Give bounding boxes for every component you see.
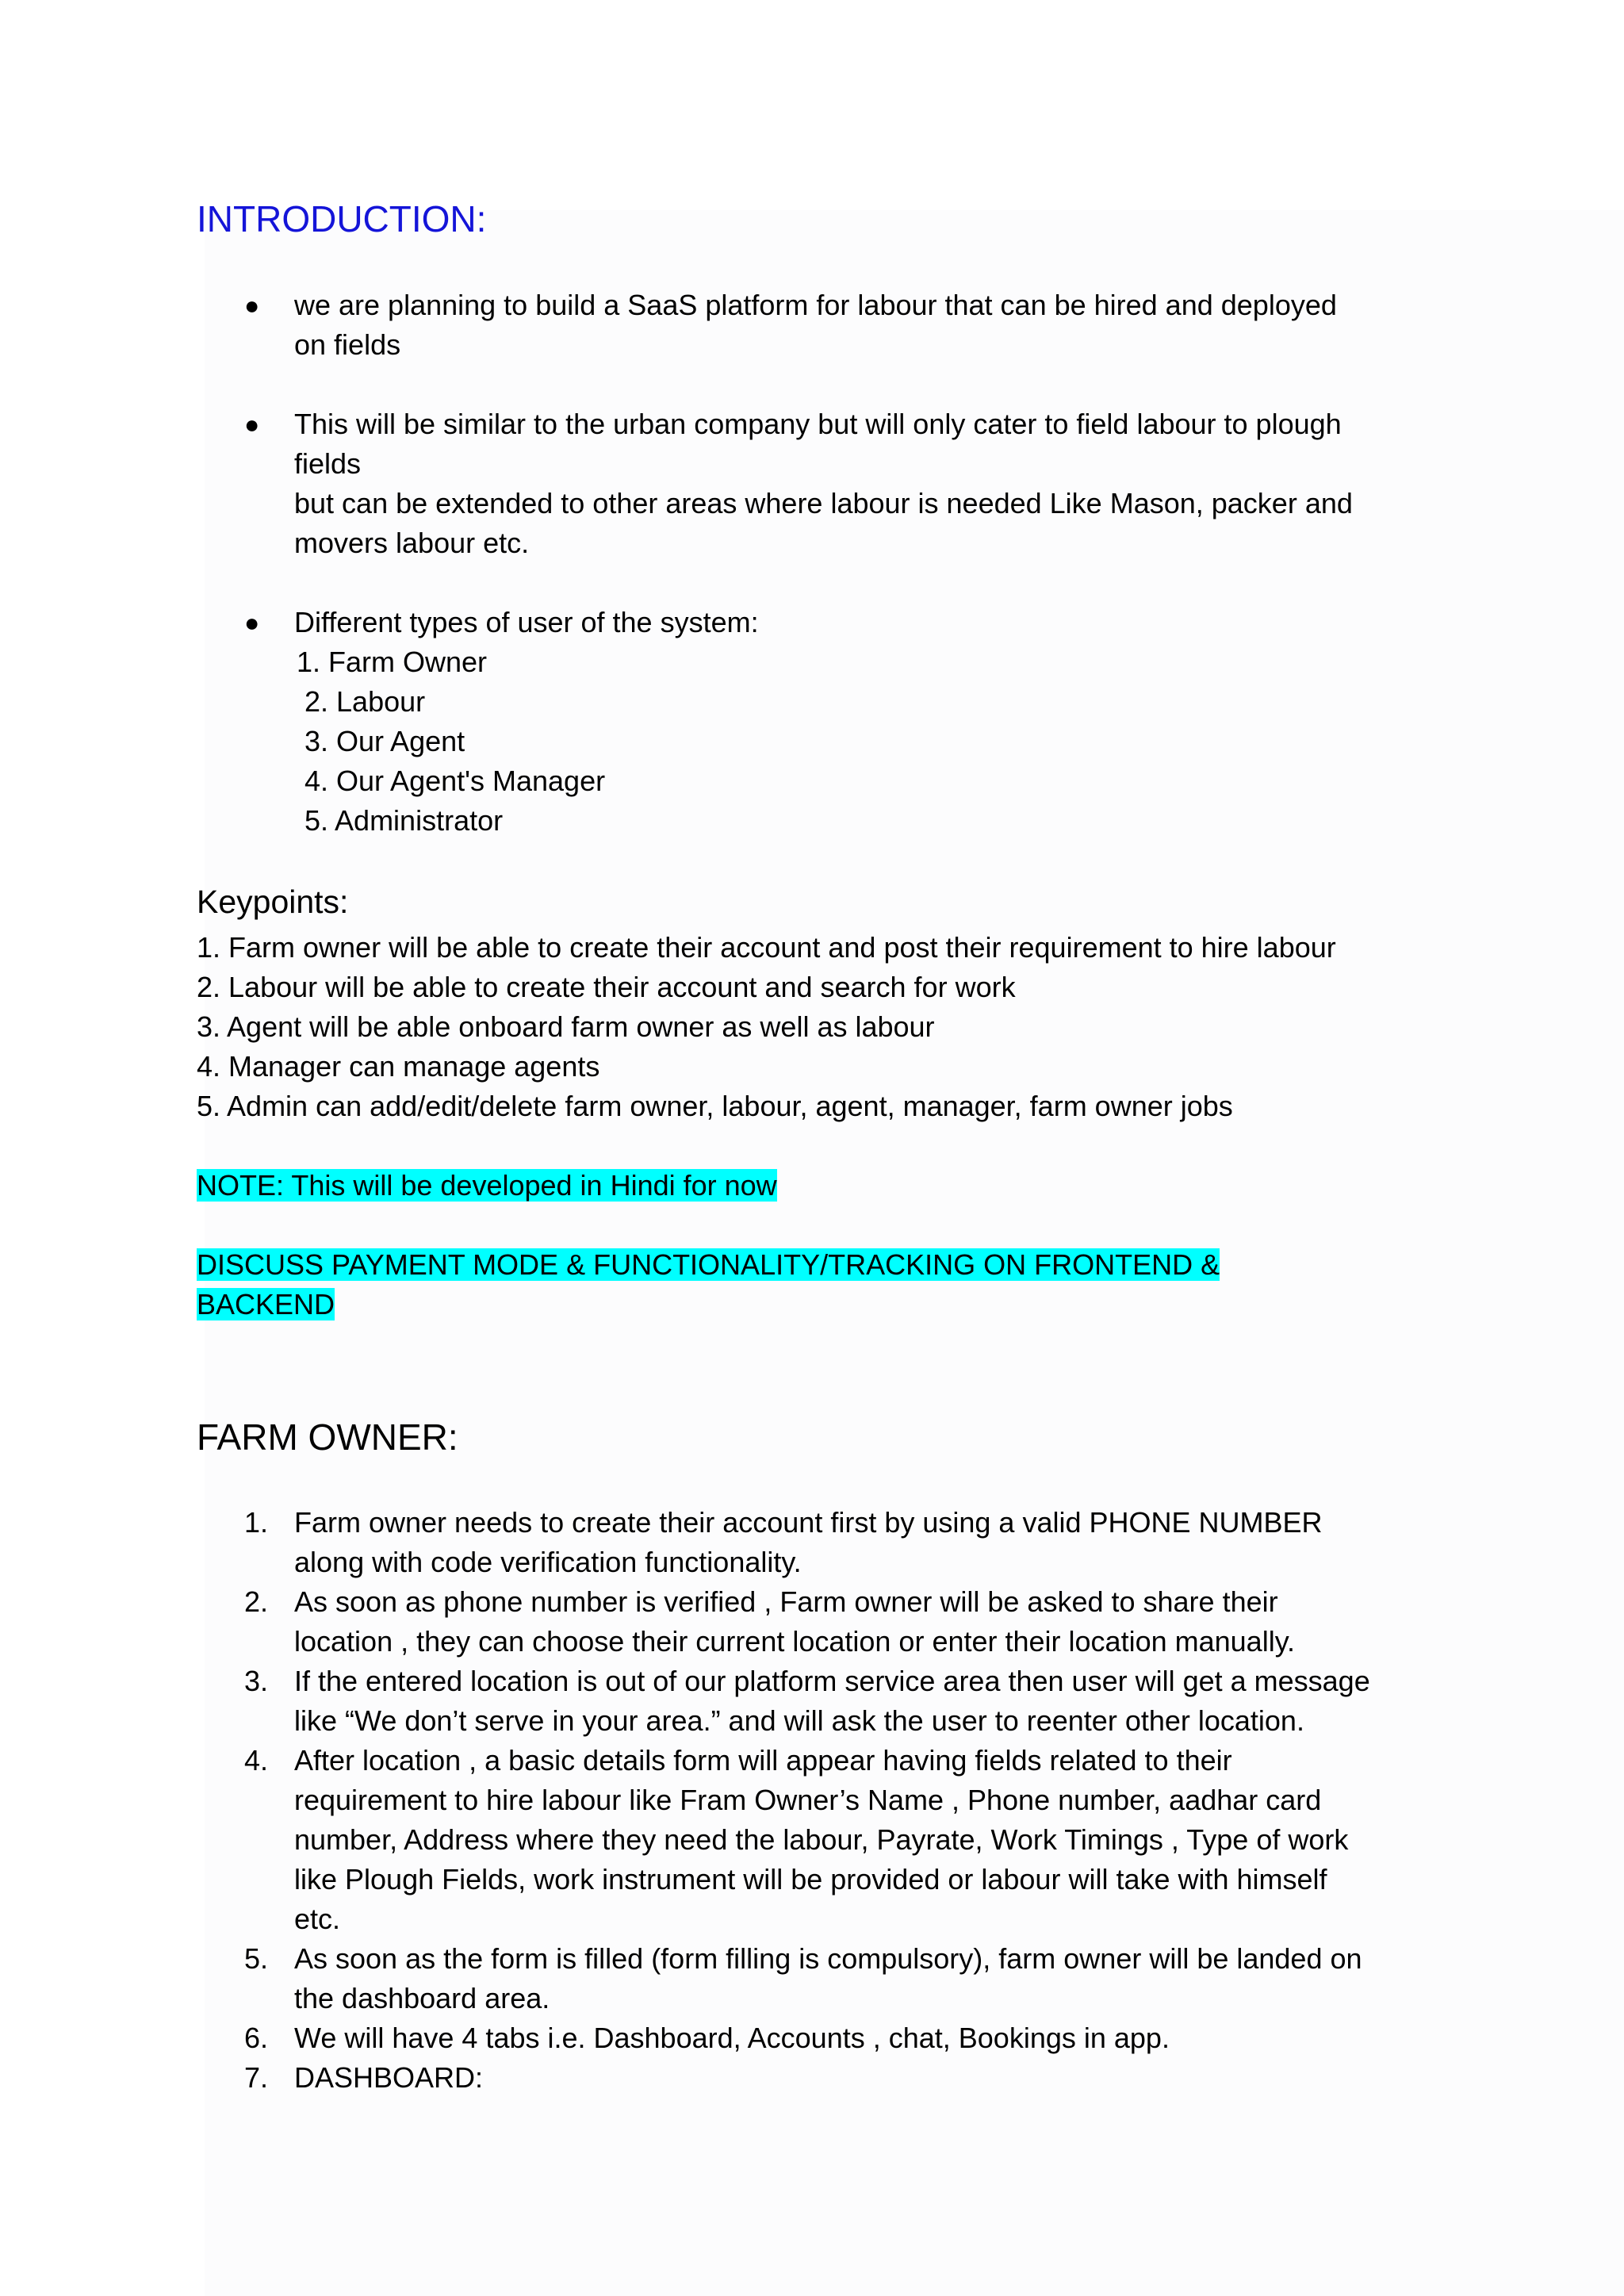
farm-owner-item-4-line-3: number, Address where they need the labour, Payrate, Work Timings , Type of work: [294, 1823, 1349, 1856]
list-number: 5.: [244, 1942, 269, 1975]
bullet-dot-icon: ●: [244, 608, 260, 637]
bullet-dot-icon: ●: [244, 291, 260, 320]
farm-owner-item-3-line-1: If the entered location is out of our platform service area then user will get a message: [294, 1665, 1370, 1697]
farm-owner-heading: FARM OWNER:: [197, 1416, 458, 1458]
user-type-item: 3. Our Agent: [304, 725, 465, 757]
keypoint-item: 4. Manager can manage agents: [197, 1050, 600, 1083]
farm-owner-item-1-line-1: Farm owner needs to create their account first by using a valid PHONE NUMBER: [294, 1506, 1323, 1539]
farm-owner-item-6-line-1: We will have 4 tabs i.e. Dashboard, Accounts , chat, Bookings in app.: [294, 2022, 1170, 2054]
list-number: 1.: [244, 1506, 269, 1539]
keypoint-item: 1. Farm owner will be able to create their account and post their requirement to hire labour: [197, 931, 1336, 964]
list-number: 4.: [244, 1744, 269, 1777]
intro-bullet-1-line-1: we are planning to build a SaaS platform for labour that can be hired and deployed: [294, 289, 1337, 321]
farm-owner-item-4-line-4: like Plough Fields, work instrument will be provided or labour will take with himself: [294, 1863, 1327, 1895]
list-number: 6.: [244, 2022, 269, 2054]
intro-bullet-3-line-1: Different types of user of the system:: [294, 606, 759, 638]
note-hindi-text: NOTE: This will be developed in Hindi for now: [197, 1169, 777, 1202]
list-number: 7.: [244, 2061, 269, 2094]
keypoint-item: 2. Labour will be able to create their account and search for work: [197, 971, 1016, 1003]
farm-owner-item-4-line-2: requirement to hire labour like Fram Owner’s Name , Phone number, aadhar card: [294, 1784, 1322, 1816]
introduction-heading: INTRODUCTION:: [197, 198, 487, 240]
intro-bullet-2-line-3: but can be extended to other areas where labour is needed Like Mason, packer and: [294, 487, 1353, 519]
intro-bullet-2-line-2: fields: [294, 447, 362, 480]
farm-owner-item-7-line-1: DASHBOARD:: [294, 2061, 484, 2094]
intro-bullet-2-line-1: This will be similar to the urban company but will only cater to field labour to plough: [294, 408, 1342, 440]
farm-owner-item-3-line-2: like “We don’t serve in your area.” and will ask the user to reenter other location.: [294, 1704, 1304, 1737]
farm-owner-item-4-line-5: etc.: [294, 1903, 341, 1935]
intro-bullet-1-line-2: on fields: [294, 328, 401, 361]
bullet-dot-icon: ●: [244, 410, 260, 439]
discuss-note-line-2: [197, 1285, 335, 1324]
user-type-item: 2. Labour: [304, 685, 426, 718]
farm-owner-item-2-line-1: As soon as phone number is verified , Farm owner will be asked to share their: [294, 1585, 1278, 1618]
keypoint-item: 3. Agent will be able onboard farm owner as well as labour: [197, 1010, 935, 1043]
discuss-note-text-1: DISCUSS PAYMENT MODE & FUNCTIONALITY/TRACKING ON FRONTEND &: [197, 1248, 1220, 1281]
user-type-item: 4. Our Agent's Manager: [304, 765, 606, 797]
discuss-note-line-1: [197, 1245, 1220, 1285]
keypoint-item: 5. Admin can add/edit/delete farm owner, labour, agent, manager, farm owner jobs: [197, 1090, 1233, 1122]
discuss-note-text-2: BACKEND: [197, 1288, 335, 1320]
farm-owner-item-4-line-1: After location , a basic details form will appear having fields related to their: [294, 1744, 1232, 1777]
keypoints-heading: Keypoints:: [197, 884, 349, 920]
user-type-item: 5. Administrator: [304, 804, 504, 837]
farm-owner-item-5-line-1: As soon as the form is filled (form filling is compulsory), farm owner will be landed on: [294, 1942, 1362, 1975]
intro-bullet-2-line-4: movers labour etc.: [294, 527, 530, 559]
list-number: 2.: [244, 1585, 269, 1618]
list-number: 3.: [244, 1665, 269, 1697]
user-type-item: 1. Farm Owner: [297, 646, 488, 678]
note-highlight: [197, 1166, 777, 1205]
farm-owner-item-1-line-2: along with code verification functionality.: [294, 1546, 802, 1578]
farm-owner-item-2-line-2: location , they can choose their current location or enter their location manually.: [294, 1625, 1296, 1658]
farm-owner-item-5-line-2: the dashboard area.: [294, 1982, 550, 2014]
